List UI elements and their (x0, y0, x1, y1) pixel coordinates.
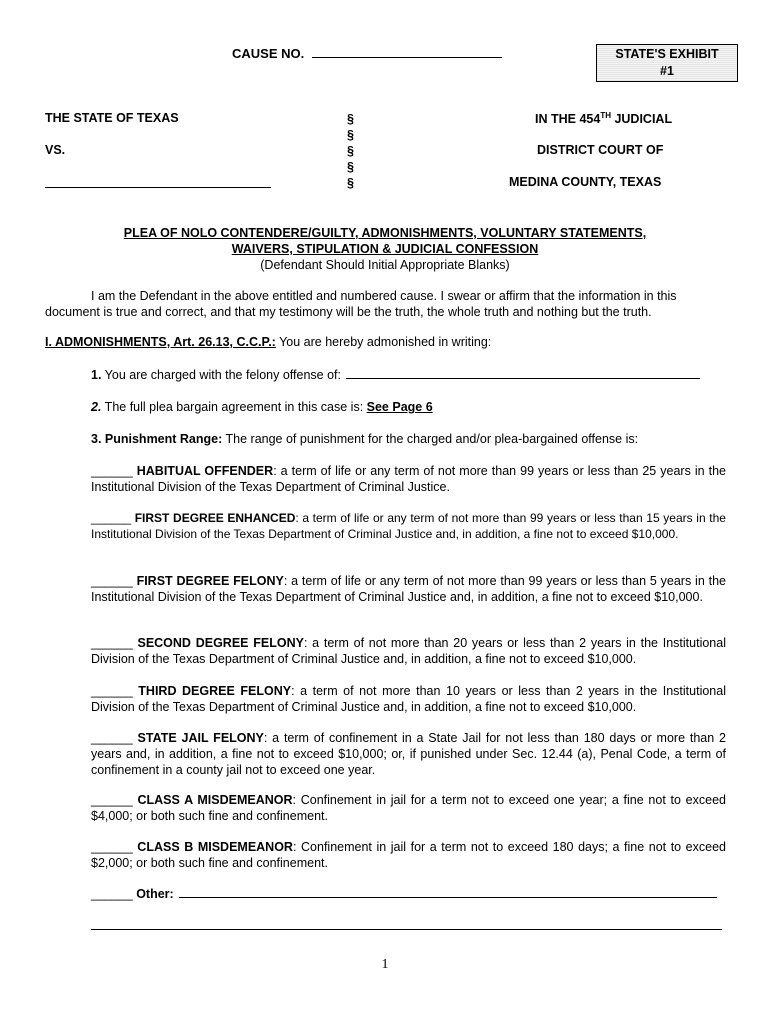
judicial-label: JUDICIAL (610, 112, 673, 127)
document-title-line1: PLEA OF NOLO CONTENDERE/GUILTY, ADMONISHMENTS, VOLUNTARY STATEMENTS, (123, 226, 647, 240)
section-symbol: § (347, 160, 354, 174)
range-second-degree-felony (91, 635, 726, 667)
initial-blank[interactable]: ______ (91, 731, 133, 745)
other-label: Other: (136, 887, 174, 901)
other-field-continuation[interactable] (91, 929, 722, 930)
range-text: : Confinement in jail for a term not to exceed one year; a fine not to exceed $4,000; or both such fine and confinement. (91, 793, 726, 823)
section-intro: You are hereby admonished in writing: (275, 335, 492, 349)
range-label: CLASS B MISDEMEANOR (137, 840, 293, 854)
cause-number-field[interactable] (312, 57, 502, 58)
initial-blank[interactable]: ______ (91, 636, 133, 650)
range-first-degree-felony (91, 573, 726, 605)
initial-blank[interactable]: ______ (91, 840, 133, 854)
defendant-statement: I am the Defendant in the above entitled and numbered cause. I swear or affirm that the information in this document is true and correct, and that my testimony will be the truth, the whole truth and nothing but the truth. (45, 289, 677, 319)
range-third-degree-felony (91, 683, 726, 715)
section-symbol: § (347, 176, 354, 190)
range-text: : a term of not more than 20 years or less than 2 years in the Institutional Division of the Texas Department of Criminal Justice and, in addition, a fine not to exceed $10,000. (91, 636, 726, 666)
item-text: The range of punishment for the charged and/or plea-bargained offense is: (222, 432, 639, 446)
initial-blank[interactable]: ______ (91, 887, 133, 901)
initial-blank[interactable]: ______ (91, 684, 133, 698)
cause-label: CAUSE NO. (232, 46, 305, 61)
item-number: 1. (91, 368, 102, 382)
exhibit-number: #1 (660, 64, 674, 78)
initial-blank[interactable]: ______ (91, 464, 133, 478)
initial-blank[interactable]: ______ (91, 511, 132, 525)
range-habitual-offender (91, 463, 726, 495)
item-number: 2. (91, 400, 102, 414)
ordinal-suffix: TH (600, 111, 611, 120)
range-text: : a term of life or any term of not more than 99 years or less than 5 years in the Institutional Division of the Texas Department of Criminal Justice and, in addition, a fine not to exceed $10,000. (91, 574, 726, 604)
range-class-b-misdemeanor (91, 839, 726, 871)
versus-label: VS. (45, 143, 66, 157)
court-number: IN THE 454 (535, 112, 601, 127)
section-symbol: § (347, 128, 354, 142)
range-label: HABITUAL OFFENDER (136, 464, 274, 478)
states-exhibit-box (596, 44, 738, 82)
range-class-a-misdemeanor (91, 792, 726, 824)
document-subtitle: (Defendant Should Initial Appropriate Blanks) (260, 258, 510, 272)
range-text: : Confinement in jail for a term not to exceed 180 days; a fine not to exceed $2,000; or both such fine and confinement. (91, 840, 726, 870)
cause-number-label (232, 46, 502, 61)
range-label: SECOND DEGREE FELONY (137, 636, 304, 650)
range-text: : a term of confinement in a State Jail for not less than 180 days or more than 2 years and, in addition, a fine not to exceed $10,000; or, if punished under Sec. 12.44 (a), Penal Code, a term of confinement in a county jail not to exceed one year. (91, 731, 726, 777)
state-of-texas-label: THE STATE OF TEXAS (45, 111, 179, 125)
item-text: You are charged with the felony offense of: (101, 368, 341, 382)
judicial-district-label (535, 111, 672, 126)
item-plea-bargain (91, 400, 433, 414)
document-title-line2: WAIVERS, STIPULATION & JUDICIAL CONFESSION (231, 242, 539, 256)
range-label: FIRST DEGREE ENHANCED (134, 511, 296, 525)
other-field[interactable] (179, 897, 717, 898)
item-punishment-range (91, 432, 638, 446)
page-number: 1 (381, 957, 389, 972)
range-text: : a term of life or any term of not more than 99 years or less than 15 years in the Institutional Division of the Texas Department of Criminal Justice and, in addition, a fine not to exceed $10,000. (91, 511, 726, 541)
exhibit-label: STATE'S EXHIBIT (615, 47, 719, 61)
county-label: MEDINA COUNTY, TEXAS (509, 175, 662, 189)
range-label: THIRD DEGREE FELONY (138, 684, 292, 698)
section-symbol: § (347, 144, 354, 158)
section-heading: I. ADMONISHMENTS, Art. 26.13, C.C.P.: (45, 335, 276, 349)
range-first-degree-enhanced (91, 510, 726, 542)
range-label: STATE JAIL FELONY (137, 731, 264, 745)
defendant-name-field[interactable] (45, 172, 271, 188)
section-admonishments (45, 335, 491, 349)
initial-blank[interactable]: ______ (91, 574, 133, 588)
range-text: : a term of not more than 10 years or less than 2 years in the Institutional Division of the Texas Department of Criminal Justice and, in addition, a fine not to exceed $10,000. (91, 684, 726, 714)
range-text: : a term of life or any term of not more than 99 years or less than 25 years in the Institutional Division of the Texas Department of Criminal Justice. (91, 464, 726, 494)
range-state-jail-felony (91, 730, 726, 778)
district-court-label: DISTRICT COURT OF (537, 143, 664, 157)
range-other (91, 887, 717, 901)
item-text: The full plea bargain agreement in this case is: (101, 400, 367, 414)
range-label: CLASS A MISDEMEANOR (137, 793, 293, 807)
see-page-reference: See Page 6 (366, 400, 433, 414)
item-heading: 3. Punishment Range: (91, 432, 223, 446)
range-label: FIRST DEGREE FELONY (136, 574, 284, 588)
section-symbol: § (347, 112, 354, 126)
initial-blank[interactable]: ______ (91, 793, 133, 807)
offense-field[interactable] (346, 378, 700, 379)
item-charged-offense (91, 368, 721, 382)
